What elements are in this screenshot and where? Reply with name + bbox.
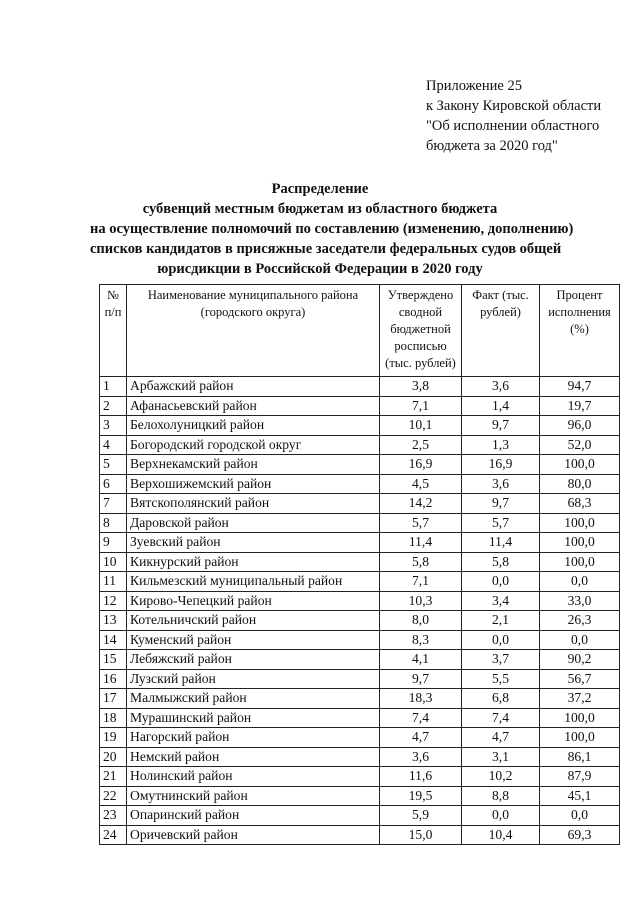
fact-amount: 3,7	[462, 650, 540, 670]
approved-amount: 4,7	[380, 728, 462, 748]
execution-percent: 87,9	[540, 767, 620, 787]
header-percent: Процент исполнения (%)	[540, 285, 620, 377]
approved-amount: 5,7	[380, 513, 462, 533]
approved-amount: 9,7	[380, 669, 462, 689]
fact-amount: 7,4	[462, 708, 540, 728]
execution-percent: 86,1	[540, 747, 620, 767]
table-row	[100, 377, 620, 397]
approved-amount: 11,6	[380, 767, 462, 787]
fact-amount: 0,0	[462, 630, 540, 650]
table-row	[100, 533, 620, 553]
fact-amount: 0,0	[462, 572, 540, 592]
approved-amount: 4,1	[380, 650, 462, 670]
execution-percent: 80,0	[540, 474, 620, 494]
row-number: 11	[100, 572, 127, 592]
approved-amount: 18,3	[380, 689, 462, 709]
execution-percent: 68,3	[540, 494, 620, 514]
row-number: 8	[100, 513, 127, 533]
row-number: 2	[100, 396, 127, 416]
appendix-line: к Закону Кировской области	[426, 98, 602, 114]
execution-percent: 100,0	[540, 552, 620, 572]
district-name: Немский район	[127, 747, 380, 767]
header-num: № п/п	[100, 285, 127, 377]
district-name: Омутнинский район	[127, 786, 380, 806]
table-row	[100, 689, 620, 709]
execution-percent: 100,0	[540, 455, 620, 475]
row-number: 3	[100, 416, 127, 436]
execution-percent: 0,0	[540, 806, 620, 826]
row-number: 1	[100, 377, 127, 397]
table-row	[100, 825, 620, 845]
execution-percent: 69,3	[540, 825, 620, 845]
table-row	[100, 708, 620, 728]
row-number: 14	[100, 630, 127, 650]
approved-amount: 15,0	[380, 825, 462, 845]
execution-percent: 100,0	[540, 728, 620, 748]
appendix-note	[426, 76, 601, 156]
approved-amount: 19,5	[380, 786, 462, 806]
row-number: 19	[100, 728, 127, 748]
title-line: субвенций местным бюджетам из областного бюджета	[142, 201, 498, 217]
table-row	[100, 455, 620, 475]
approved-amount: 3,8	[380, 377, 462, 397]
district-name: Белохолуницкий район	[127, 416, 380, 436]
row-number: 24	[100, 825, 127, 845]
row-number: 13	[100, 611, 127, 631]
approved-amount: 10,1	[380, 416, 462, 436]
row-number: 18	[100, 708, 127, 728]
approved-amount: 10,3	[380, 591, 462, 611]
table-row	[100, 767, 620, 787]
table-row	[100, 552, 620, 572]
fact-amount: 3,4	[462, 591, 540, 611]
fact-amount: 4,7	[462, 728, 540, 748]
row-number: 7	[100, 494, 127, 514]
table-row	[100, 611, 620, 631]
approved-amount: 11,4	[380, 533, 462, 553]
execution-percent: 37,2	[540, 689, 620, 709]
district-name: Кильмезский муниципальный район	[127, 572, 380, 592]
fact-amount: 11,4	[462, 533, 540, 553]
execution-percent: 94,7	[540, 377, 620, 397]
fact-amount: 1,3	[462, 435, 540, 455]
district-name: Лебяжский район	[127, 650, 380, 670]
table-row	[100, 396, 620, 416]
header-fact: Факт (тыс. рублей)	[462, 285, 540, 377]
row-number: 15	[100, 650, 127, 670]
fact-amount: 9,7	[462, 494, 540, 514]
table-row	[100, 650, 620, 670]
district-name: Малмыжский район	[127, 689, 380, 709]
execution-percent: 52,0	[540, 435, 620, 455]
approved-amount: 7,1	[380, 396, 462, 416]
row-number: 23	[100, 806, 127, 826]
approved-amount: 8,0	[380, 611, 462, 631]
district-name: Котельничский район	[127, 611, 380, 631]
row-number: 22	[100, 786, 127, 806]
district-name: Кирово-Чепецкий район	[127, 591, 380, 611]
appendix-line: Приложение 25	[426, 78, 522, 94]
execution-percent: 33,0	[540, 591, 620, 611]
table-row	[100, 474, 620, 494]
fact-amount: 10,4	[462, 825, 540, 845]
header-name: Наименование муниципального района (городского округа)	[127, 285, 380, 377]
approved-amount: 4,5	[380, 474, 462, 494]
table-header-row	[100, 285, 620, 377]
district-name: Вятскополянский район	[127, 494, 380, 514]
fact-amount: 10,2	[462, 767, 540, 787]
district-name: Оричевский район	[127, 825, 380, 845]
row-number: 21	[100, 767, 127, 787]
row-number: 6	[100, 474, 127, 494]
execution-percent: 19,7	[540, 396, 620, 416]
appendix-line: бюджета за 2020 год"	[426, 138, 558, 154]
approved-amount: 3,6	[380, 747, 462, 767]
title-line: на осуществление полномочий по составлению (изменению, дополнению)	[90, 221, 574, 237]
execution-percent: 100,0	[540, 708, 620, 728]
district-name: Кикнурский район	[127, 552, 380, 572]
fact-amount: 9,7	[462, 416, 540, 436]
fact-amount: 3,1	[462, 747, 540, 767]
appendix-line: "Об исполнении областного	[426, 118, 600, 134]
district-name: Афанасьевский район	[127, 396, 380, 416]
table-row	[100, 435, 620, 455]
execution-percent: 100,0	[540, 533, 620, 553]
execution-percent: 0,0	[540, 630, 620, 650]
approved-amount: 5,9	[380, 806, 462, 826]
execution-percent: 96,0	[540, 416, 620, 436]
title-line: юрисдикции в Российской Федерации в 2020 году	[157, 261, 483, 277]
table-row	[100, 806, 620, 826]
approved-amount: 5,8	[380, 552, 462, 572]
district-name: Мурашинский район	[127, 708, 380, 728]
district-name: Зуевский район	[127, 533, 380, 553]
approved-amount: 14,2	[380, 494, 462, 514]
execution-percent: 45,1	[540, 786, 620, 806]
execution-percent: 90,2	[540, 650, 620, 670]
approved-amount: 16,9	[380, 455, 462, 475]
district-name: Нагорский район	[127, 728, 380, 748]
district-name: Куменский район	[127, 630, 380, 650]
fact-amount: 3,6	[462, 474, 540, 494]
header-approved: Утверждено сводной бюджетной росписью (тыс. рублей)	[380, 285, 462, 377]
table-row	[100, 513, 620, 533]
district-name: Даровской район	[127, 513, 380, 533]
fact-amount: 1,4	[462, 396, 540, 416]
subvention-table	[99, 284, 620, 845]
fact-amount: 2,1	[462, 611, 540, 631]
row-number: 12	[100, 591, 127, 611]
fact-amount: 0,0	[462, 806, 540, 826]
row-number: 20	[100, 747, 127, 767]
approved-amount: 8,3	[380, 630, 462, 650]
table-row	[100, 786, 620, 806]
table-body	[100, 377, 620, 845]
row-number: 5	[100, 455, 127, 475]
table-row	[100, 630, 620, 650]
fact-amount: 5,7	[462, 513, 540, 533]
document-title	[90, 179, 574, 279]
table-row	[100, 728, 620, 748]
table-row	[100, 747, 620, 767]
fact-amount: 5,5	[462, 669, 540, 689]
title-line: списков кандидатов в присяжные заседатели федеральных судов общей	[90, 241, 562, 257]
fact-amount: 16,9	[462, 455, 540, 475]
district-name: Арбажский район	[127, 377, 380, 397]
approved-amount: 7,4	[380, 708, 462, 728]
execution-percent: 26,3	[540, 611, 620, 631]
execution-percent: 56,7	[540, 669, 620, 689]
district-name: Лузский район	[127, 669, 380, 689]
table-row	[100, 416, 620, 436]
row-number: 17	[100, 689, 127, 709]
row-number: 10	[100, 552, 127, 572]
table-row	[100, 591, 620, 611]
approved-amount: 7,1	[380, 572, 462, 592]
title-line: Распределение	[271, 181, 369, 197]
row-number: 16	[100, 669, 127, 689]
district-name: Нолинский район	[127, 767, 380, 787]
execution-percent: 0,0	[540, 572, 620, 592]
table-row	[100, 572, 620, 592]
fact-amount: 3,6	[462, 377, 540, 397]
table-row	[100, 669, 620, 689]
fact-amount: 8,8	[462, 786, 540, 806]
district-name: Верхошижемский район	[127, 474, 380, 494]
execution-percent: 100,0	[540, 513, 620, 533]
district-name: Верхнекамский район	[127, 455, 380, 475]
row-number: 4	[100, 435, 127, 455]
fact-amount: 6,8	[462, 689, 540, 709]
table-row	[100, 494, 620, 514]
district-name: Опаринский район	[127, 806, 380, 826]
row-number: 9	[100, 533, 127, 553]
approved-amount: 2,5	[380, 435, 462, 455]
district-name: Богородский городской округ	[127, 435, 380, 455]
fact-amount: 5,8	[462, 552, 540, 572]
